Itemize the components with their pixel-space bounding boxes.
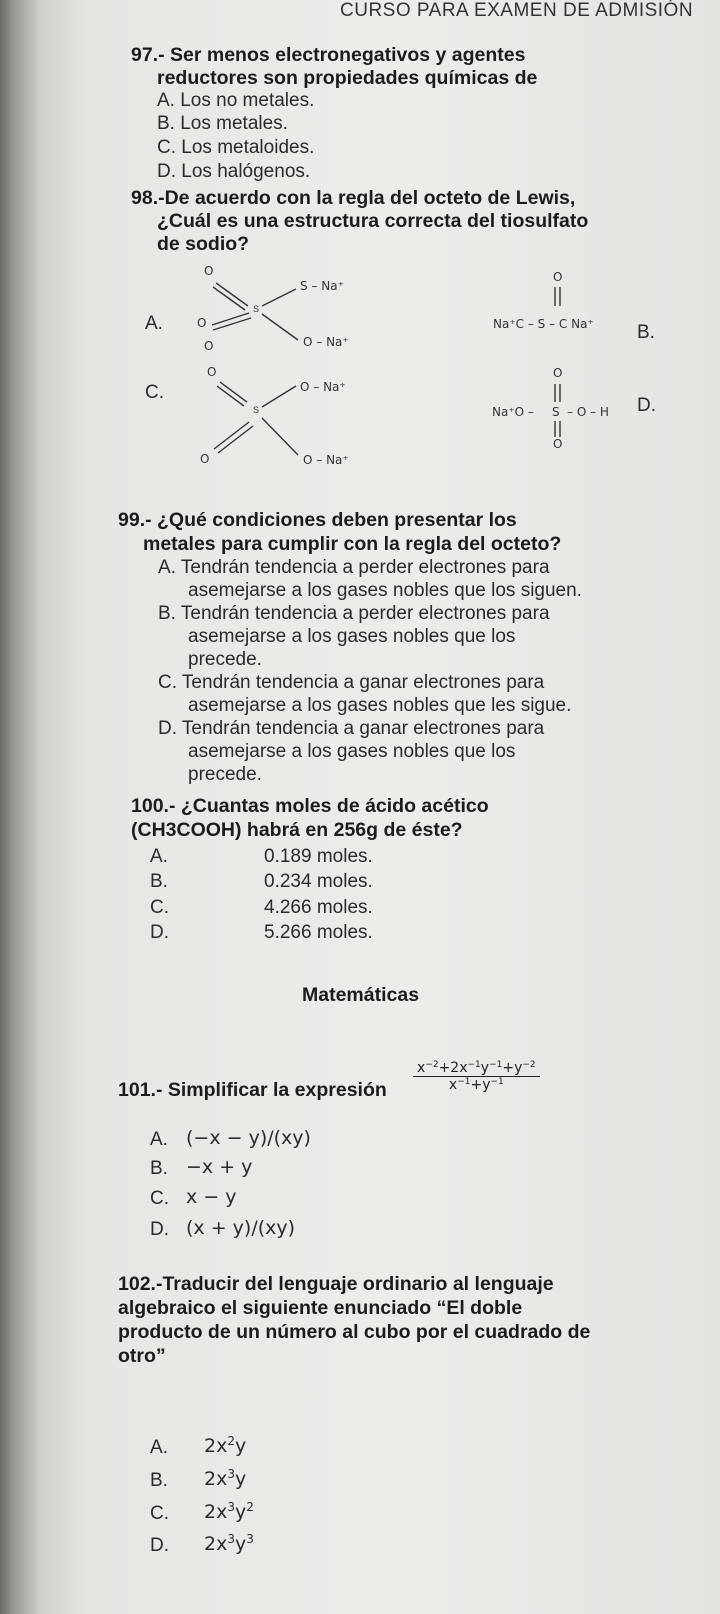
option-letter: A. bbox=[150, 1437, 168, 1458]
option-b-cont: asemejarse a los gases nobles que los bbox=[188, 626, 516, 647]
question-text: 101.- Simplificar la expresión bbox=[118, 1079, 387, 1101]
option-answer: $2x^2y$ bbox=[204, 1434, 247, 1457]
section-title: Matemáticas bbox=[302, 984, 420, 1006]
atom-o: O bbox=[553, 437, 563, 451]
group-o-na: O – Na⁺ bbox=[303, 453, 349, 467]
group-o-na: O – Na⁺ bbox=[300, 380, 346, 394]
question-text: 102.-Traducir del lenguaje ordinario al lenguaje bbox=[118, 1273, 554, 1295]
option-answer: $2x^3y$ bbox=[204, 1467, 247, 1490]
expression-fraction bbox=[413, 1060, 540, 1093]
option-value: 0.189 moles. bbox=[264, 846, 373, 867]
option-letter: C. bbox=[150, 897, 169, 918]
atom-s: S bbox=[552, 405, 560, 419]
option-b-cont: precede. bbox=[188, 649, 262, 670]
option-d-cont: precede. bbox=[188, 764, 262, 785]
question-text: otro” bbox=[118, 1345, 166, 1367]
question-text: reductores son propiedades químicas de bbox=[157, 67, 538, 89]
atom-s: S bbox=[253, 304, 260, 314]
question-text: 98.-De acuerdo con la regla del octeto de Lewis, bbox=[131, 187, 576, 209]
option-c-cont: asemejarse a los gases nobles que les sigue. bbox=[188, 695, 572, 716]
group-o-na: O – Na⁺ bbox=[303, 335, 349, 349]
atom-o: O bbox=[204, 339, 214, 353]
option-letter: D. bbox=[150, 1535, 169, 1556]
option-value: 0.234 moles. bbox=[264, 871, 373, 892]
option-answer: (−x − y)/(xy) bbox=[186, 1127, 311, 1149]
option-value: 4.266 moles. bbox=[264, 897, 373, 918]
atom-o: O bbox=[197, 316, 207, 330]
option-answer: (x + y)/(xy) bbox=[186, 1217, 296, 1239]
option-letter: B. bbox=[150, 1470, 168, 1491]
option-c: C. Los metaloides. bbox=[157, 137, 315, 158]
atom-o: O bbox=[553, 270, 563, 284]
header-banner: CURSO PARA EXAMEN DE ADMISIÓN bbox=[340, 0, 694, 21]
atom-o: O bbox=[207, 365, 217, 379]
atom-o: O bbox=[204, 264, 214, 278]
question-text: algebraico el siguiente enunciado “El doble bbox=[118, 1297, 523, 1319]
formula-d-left: Na⁺O – bbox=[492, 405, 534, 419]
question-text: ¿Cuál es una estructura correcta del tiosulfato bbox=[157, 210, 589, 232]
question-text: (CH3COOH) habrá en 256g de éste? bbox=[131, 819, 463, 841]
option-d: D. Tendrán tendencia a ganar electrones para bbox=[158, 718, 545, 739]
fraction-numerator: $x^{-2}+2x^{-1}y^{-1}+y^{-2}$ bbox=[413, 1060, 540, 1077]
option-answer: x − y bbox=[186, 1186, 237, 1208]
option-d: D. Los halógenos. bbox=[157, 161, 311, 182]
atom-s: S bbox=[253, 405, 260, 415]
question-text: de sodio? bbox=[157, 233, 250, 255]
option-value: 5.266 moles. bbox=[264, 922, 373, 943]
atom-o: O bbox=[200, 452, 210, 466]
option-a: A. Los no metales. bbox=[157, 90, 315, 111]
question-text: metales para cumplir con la regla del octeto? bbox=[143, 533, 562, 555]
option-answer: $2x^3y^3$ bbox=[204, 1532, 254, 1555]
formula-b: Na⁺C – S – C Na⁺ bbox=[493, 317, 594, 331]
question-text: 100.- ¿Cuantas moles de ácido acético bbox=[131, 795, 489, 817]
fraction-denominator: $x^{-1}+y^{-1}$ bbox=[448, 1077, 504, 1093]
option-letter: B. bbox=[150, 1158, 168, 1179]
option-d-cont: asemejarse a los gases nobles que los bbox=[188, 741, 516, 762]
question-text: 97.- Ser menos electronegativos y agentes bbox=[131, 44, 526, 66]
option-letter: B. bbox=[150, 871, 168, 892]
group-s-na: S – Na⁺ bbox=[300, 279, 344, 293]
option-letter: D. bbox=[150, 922, 169, 943]
formula-d-right: – O – H bbox=[567, 405, 609, 419]
option-letter: C. bbox=[150, 1188, 169, 1209]
question-text: 99.- ¿Qué condiciones deben presentar los bbox=[118, 509, 517, 531]
option-letter: D. bbox=[150, 1219, 169, 1240]
option-letter: A. bbox=[150, 1129, 168, 1150]
question-text: producto de un número al cubo por el cuadrado de bbox=[118, 1321, 591, 1343]
option-c: C. Tendrán tendencia a ganar electrones para bbox=[158, 672, 545, 693]
option-a: A. Tendrán tendencia a perder electrones para bbox=[158, 557, 550, 578]
option-a-label: A. bbox=[145, 313, 163, 334]
bond-lines bbox=[0, 0, 720, 500]
option-b: B. Los metales. bbox=[157, 113, 288, 134]
option-letter: A. bbox=[150, 846, 168, 867]
option-d-label: D. bbox=[637, 395, 656, 416]
option-c-label: C. bbox=[145, 382, 164, 403]
option-b-label: B. bbox=[637, 322, 655, 343]
atom-o: O bbox=[553, 366, 563, 380]
option-a-cont: asemejarse a los gases nobles que los siguen. bbox=[188, 580, 582, 601]
option-answer: $2x^3y^2$ bbox=[204, 1500, 254, 1523]
option-b: B. Tendrán tendencia a perder electrones para bbox=[158, 603, 550, 624]
option-answer: −x + y bbox=[186, 1156, 253, 1178]
option-letter: C. bbox=[150, 1503, 169, 1524]
